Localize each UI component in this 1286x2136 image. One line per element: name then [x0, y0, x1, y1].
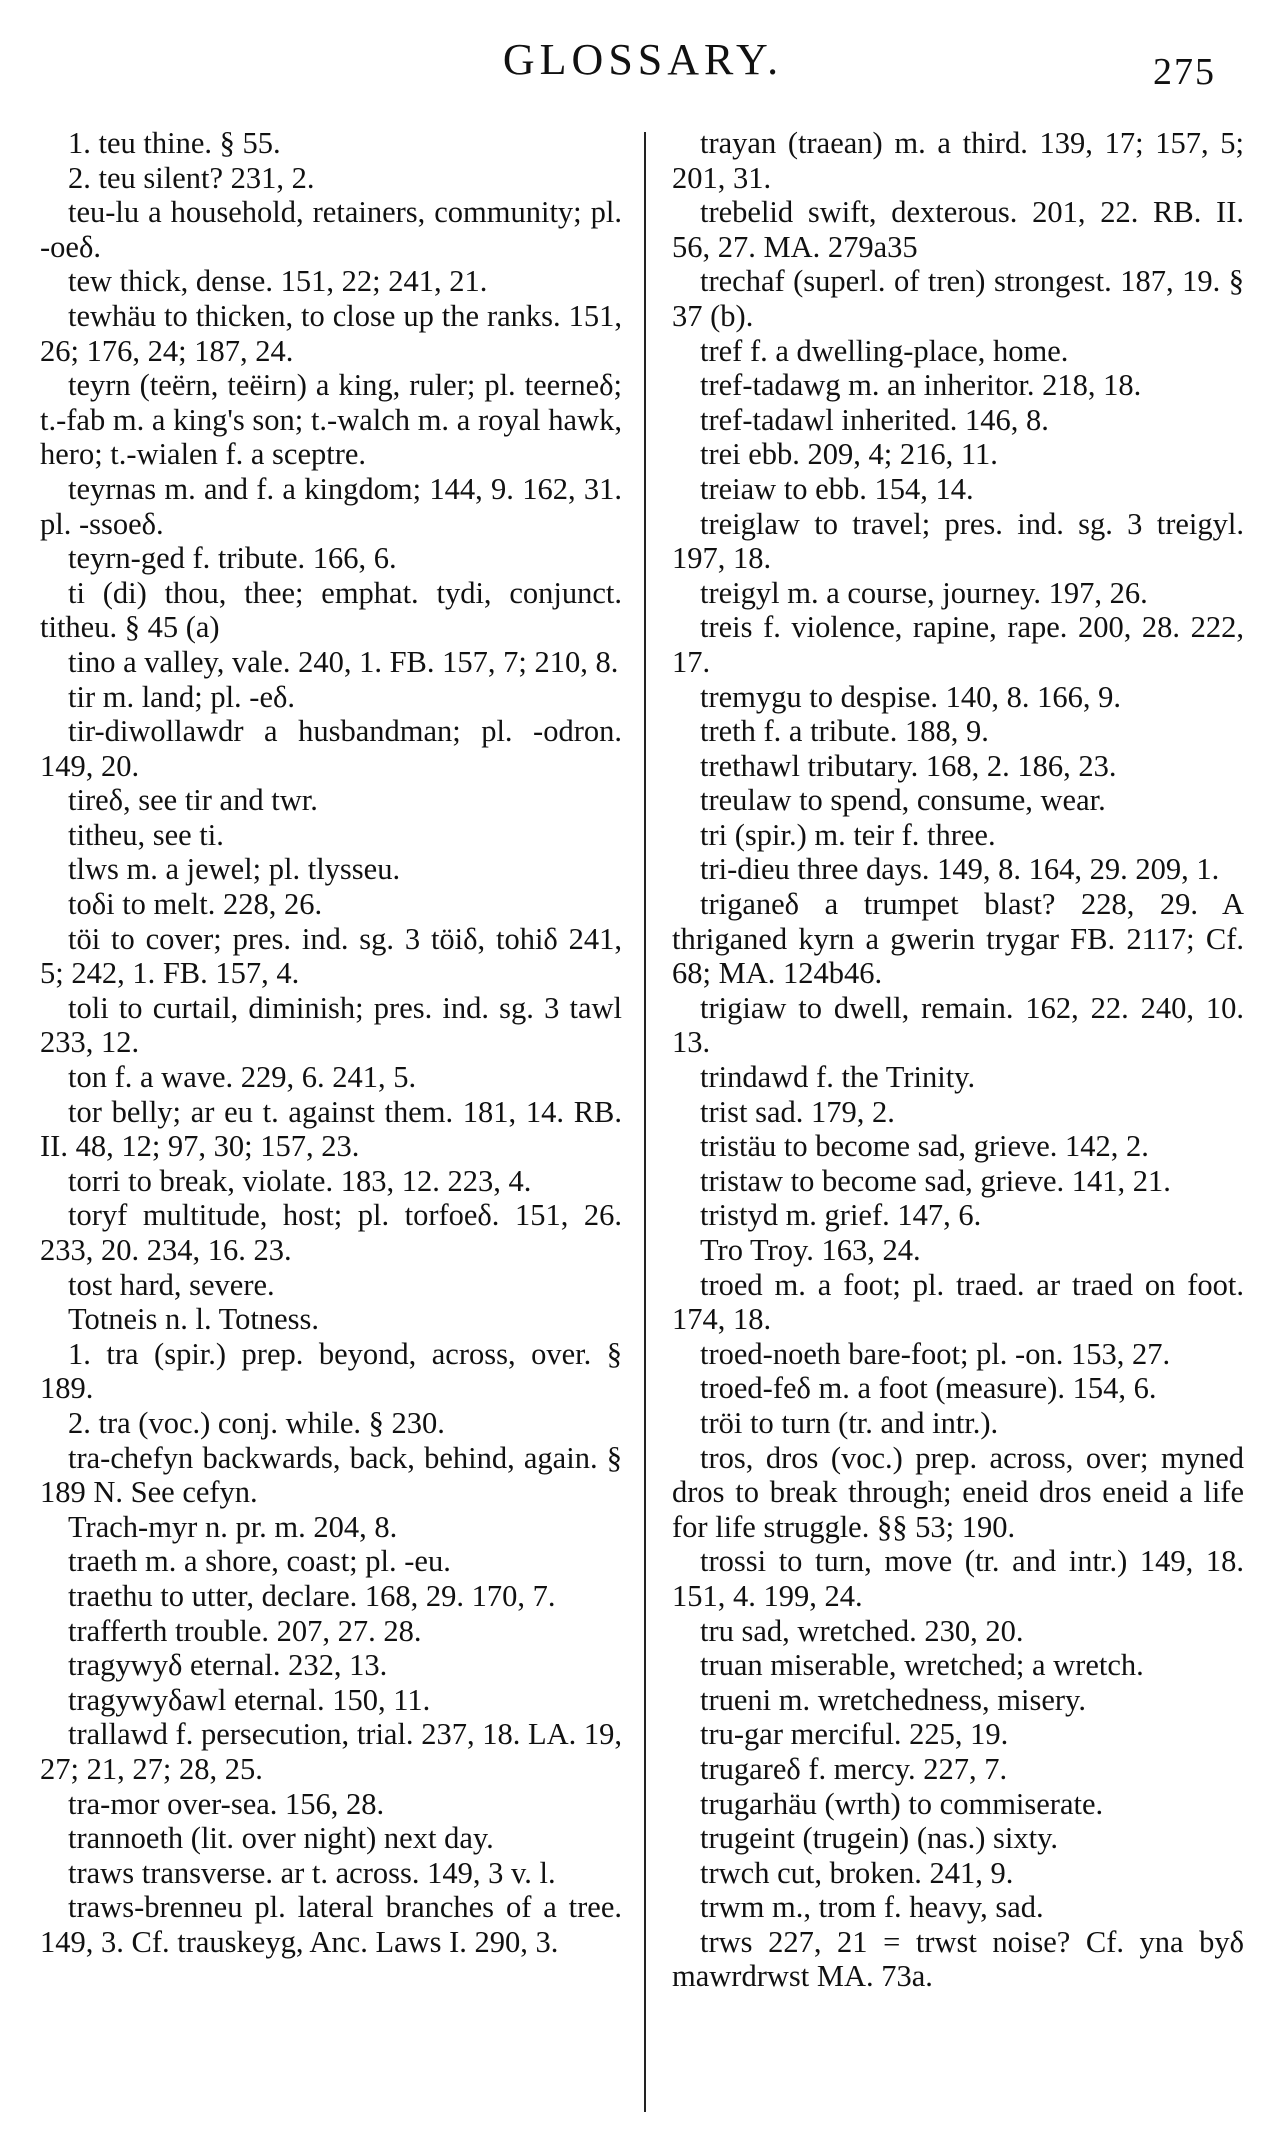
- glossary-entry: trwch cut, broken. 241, 9.: [700, 1855, 1014, 1890]
- glossary-entry: töi to cover; pres. ind. sg. 3 töiδ, tohiδ 241, 5; 242, 1. FB. 157, 4.: [40, 921, 622, 991]
- glossary-entry: tristäu to become sad, grieve. 142, 2.: [700, 1129, 1149, 1164]
- glossary-entry: tref-tadawg m. an inheritor. 218, 18.: [700, 368, 1142, 403]
- glossary-entry: trafferth trouble. 207, 27. 28.: [68, 1613, 422, 1648]
- glossary-entry: trigiaw to dwell, remain. 162, 22. 240, 10. 13.: [672, 990, 1244, 1060]
- glossary-entry: tref f. a dwelling-place, home.: [700, 333, 1069, 368]
- glossary-entry: tewhäu to thicken, to close up the ranks. 151, 26; 176, 24; 187, 24.: [40, 298, 622, 368]
- glossary-entry: trayan (traean) m. a third. 139, 17; 157, 5; 201, 31.: [672, 126, 1244, 195]
- glossary-entry: tragywyδawl eternal. 150, 11.: [68, 1682, 431, 1717]
- glossary-entry: traws transverse. ar t. across. 149, 3 v. l.: [68, 1855, 556, 1890]
- glossary-entry: triganeδ a trumpet blast? 228, 29. A thriganed kyrn a gwerin trygar FB. 2117; Cf. 68; MA. 124b46.: [672, 887, 1244, 991]
- glossary-entry: tru sad, wretched. 230, 20.: [700, 1613, 1024, 1648]
- glossary-entry: Tro Troy. 163, 24.: [700, 1233, 921, 1267]
- glossary-entry: tino a valley, vale. 240, 1. FB. 157, 7; 210, 8.: [68, 644, 619, 679]
- glossary-entry: tlws m. a jewel; pl. tlysseu.: [68, 852, 401, 887]
- glossary-entry: tref-tadawl inherited. 146, 8.: [700, 402, 1049, 437]
- glossary-entry: toli to curtail, diminish; pres. ind. sg. 3 tawl 233, 12.: [40, 990, 622, 1060]
- glossary-entry: teyrn (teërn, teëirn) a king, ruler; pl. teerneδ; t.-fab m. a king's son; t.-walch m. a royal hawk, hero; t.-wialen f. a sceptre.: [40, 368, 622, 472]
- glossary-entry: trugareδ f. mercy. 227, 7.: [700, 1751, 1008, 1786]
- glossary-entry: 2. teu silent? 231, 2.: [68, 160, 315, 195]
- glossary-entry: tost hard, severe.: [68, 1267, 275, 1302]
- page-header: [0, 22, 1286, 102]
- glossary-entry: trist sad. 179, 2.: [700, 1094, 895, 1129]
- glossary-entry: trueni m. wretchedness, misery.: [700, 1682, 1086, 1717]
- glossary-entry: treis f. violence, rapine, rape. 200, 28. 222, 17.: [672, 610, 1244, 679]
- glossary-entry: treulaw to spend, consume, wear.: [700, 783, 1106, 818]
- glossary-entry: tremygu to despise. 140, 8. 166, 9.: [700, 679, 1122, 714]
- glossary-entry: traeth m. a shore, coast; pl. -eu.: [68, 1544, 451, 1579]
- glossary-entry: traws-brenneu pl. lateral branches of a tree. 149, 3. Cf. trauskeyg, Anc. Laws I. 290, 3.: [40, 1890, 622, 1959]
- glossary-entry: truan miserable, wretched; a wretch.: [700, 1648, 1144, 1683]
- glossary-entry: tröi to turn (tr. and intr.).: [700, 1405, 999, 1440]
- glossary-entry: trwm m., trom f. heavy, sad.: [700, 1890, 1044, 1925]
- glossary-right-column: [672, 126, 1244, 1994]
- glossary-left-column: [40, 126, 622, 1959]
- glossary-entry: 2. tra (voc.) conj. while. § 230.: [68, 1405, 445, 1440]
- glossary-entry: toryf multitude, host; pl. torfoeδ. 151, 26. 233, 20. 234, 16. 23.: [40, 1198, 622, 1267]
- page-number: 275: [1153, 51, 1216, 93]
- glossary-entry: 1. teu thine. § 55.: [68, 126, 281, 160]
- glossary-entry: tros, dros (voc.) prep. across, over; myned dros to break through; eneid dros eneid a life for life struggle. §§ 53; 190.: [672, 1440, 1244, 1544]
- glossary-entry: tew thick, dense. 151, 22; 241, 21.: [68, 264, 488, 299]
- glossary-entry: trugarhäu (wrth) to commiserate.: [700, 1786, 1104, 1821]
- glossary-entry: ti (di) thou, thee; emphat. tydi, conjunct. titheu. § 45 (a): [40, 575, 622, 645]
- glossary-entry: trechaf (superl. of tren) strongest. 187, 19. § 37 (b).: [672, 264, 1244, 333]
- glossary-entry: tra-chefyn backwards, back, behind, again. § 189 N. See cefyn.: [40, 1440, 622, 1510]
- glossary-entry: trallawd f. persecution, trial. 237, 18. LA. 19, 27; 21, 27; 28, 25.: [40, 1717, 622, 1786]
- glossary-entry: troed m. a foot; pl. traed. ar traed on foot. 174, 18.: [672, 1267, 1244, 1337]
- glossary-entry: troed-feδ m. a foot (measure). 154, 6.: [700, 1371, 1157, 1406]
- glossary-entry: treth f. a tribute. 188, 9.: [700, 714, 989, 749]
- glossary-entry: trethawl tributary. 168, 2. 186, 23.: [700, 748, 1117, 783]
- glossary-entry: titheu, see ti.: [68, 817, 224, 852]
- glossary-entry: teyrn-ged f. tribute. 166, 6.: [68, 541, 397, 576]
- glossary-entry: toδi to melt. 228, 26.: [68, 887, 323, 922]
- glossary-entry: trindawd f. the Trinity.: [700, 1060, 976, 1095]
- glossary-entry: treigyl m. a course, journey. 197, 26.: [700, 575, 1148, 610]
- glossary-entry: tragywyδ eternal. 232, 13.: [68, 1648, 388, 1683]
- glossary-entry: tra-mor over-sea. 156, 28.: [68, 1786, 385, 1821]
- glossary-entry: tri (spir.) m. teir f. three.: [700, 817, 996, 852]
- glossary-entry: teyrnas m. and f. a kingdom; 144, 9. 162, 31. pl. -ssoeδ.: [40, 471, 622, 541]
- glossary-entry: trws 227, 21 = trwst noise? Cf. yna byδ mawrdrwst MA. 73a.: [672, 1924, 1244, 1994]
- glossary-entry: teu-lu a household, retainers, community; pl. -oeδ.: [40, 195, 622, 264]
- glossary-entry: troed-noeth bare-foot; pl. -on. 153, 27.: [700, 1336, 1171, 1371]
- glossary-entry: 1. tra (spir.) prep. beyond, across, over. § 189.: [40, 1336, 622, 1406]
- glossary-entry: Totneis n. l. Totness.: [68, 1302, 320, 1337]
- glossary-entry: ton f. a wave. 229, 6. 241, 5.: [68, 1060, 417, 1095]
- glossary-entry: tri-dieu three days. 149, 8. 164, 29. 209, 1.: [700, 852, 1220, 887]
- glossary-entry: tireδ, see tir and twr.: [68, 783, 318, 818]
- running-title: GLOSSARY.: [502, 35, 784, 84]
- glossary-entry: tor belly; ar eu t. against them. 181, 14. RB. II. 48, 12; 97, 30; 157, 23.: [40, 1094, 622, 1164]
- glossary-entry: tir-diwollawdr a husbandman; pl. -odron. 149, 20.: [40, 714, 622, 783]
- glossary-entry: trei ebb. 209, 4; 216, 11.: [700, 437, 998, 472]
- glossary-entry: trugeint (trugein) (nas.) sixty.: [700, 1821, 1059, 1856]
- glossary-entry: treiglaw to travel; pres. ind. sg. 3 treigyl. 197, 18.: [672, 506, 1244, 576]
- glossary-entry: trannoeth (lit. over night) next day.: [68, 1821, 494, 1856]
- glossary-entry: torri to break, violate. 183, 12. 223, 4.: [68, 1163, 532, 1198]
- glossary-entry: trebelid swift, dexterous. 201, 22. RB. II. 56, 27. MA. 279a35: [672, 195, 1244, 264]
- glossary-entry: tristaw to become sad, grieve. 141, 21.: [700, 1163, 1171, 1198]
- glossary-entry: trossi to turn, move (tr. and intr.) 149, 18. 151, 4. 199, 24.: [672, 1544, 1244, 1613]
- glossary-entry: traethu to utter, declare. 168, 29. 170, 7.: [68, 1578, 556, 1613]
- glossary-entry: tir m. land; pl. -eδ.: [68, 679, 295, 714]
- glossary-entry: Trach-myr n. pr. m. 204, 8.: [68, 1509, 398, 1544]
- glossary-entry: tristyd m. grief. 147, 6.: [700, 1198, 982, 1233]
- glossary-entry: treiaw to ebb. 154, 14.: [700, 471, 974, 506]
- column-divider: [644, 132, 646, 2112]
- glossary-entry: tru-gar merciful. 225, 19.: [700, 1717, 1009, 1752]
